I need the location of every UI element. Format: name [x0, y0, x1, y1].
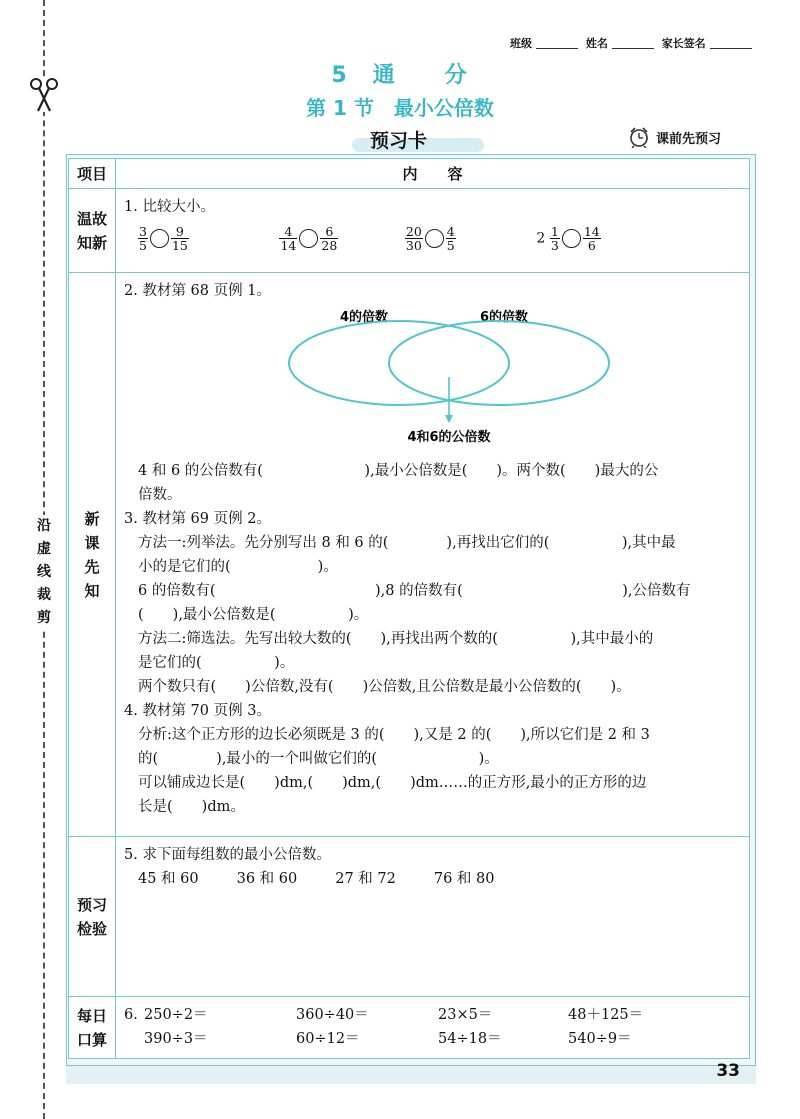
numerator: 14 — [583, 224, 600, 239]
compare-circle[interactable] — [299, 229, 318, 248]
compare-row — [124, 225, 741, 265]
q3-line: 方法一:列举法。先分别写出 8 和 6 的( ),再找出它们的( ),其中最 — [138, 535, 676, 551]
number-groups — [124, 867, 741, 891]
numerator: 6 — [320, 225, 338, 239]
mental-math-grid — [144, 1003, 708, 1051]
denominator: 5 — [446, 238, 455, 253]
q4-line: 可以铺成边长是( )dm,( )dm,( )dm……的正方形,最小的正方形的边 — [138, 775, 647, 791]
cut-char: 裁 — [37, 587, 51, 603]
review-label-text: 温故知新 — [76, 209, 107, 252]
fraction — [446, 225, 456, 252]
cut-char: 虚 — [37, 541, 51, 557]
q4-line: 的( ),最小的一个叫做它们的( )。 — [138, 751, 499, 767]
fraction — [550, 225, 560, 252]
check-row — [69, 837, 750, 997]
fraction — [583, 225, 601, 252]
review-row — [69, 189, 750, 273]
denominator: 14 — [280, 238, 297, 253]
q2-line: 4 和 6 的公倍数有( ),最小公倍数是( )。两个数( )最大的公 — [138, 463, 659, 479]
compare-pair — [536, 225, 600, 252]
student-info-fields — [510, 35, 756, 51]
question-5: 5. 求下面每组数的最小公倍数。 — [124, 847, 331, 863]
numerator: 4 — [446, 224, 455, 239]
math-problem: 250÷2＝ — [144, 1007, 208, 1023]
compare-pair — [405, 225, 456, 252]
q4-line: 长是( )dm。 — [138, 799, 245, 815]
card-title: 预习卡 — [370, 130, 428, 152]
cut-char: 沿 — [37, 518, 51, 534]
venn-right-ellipse — [389, 321, 609, 405]
numerator: 9 — [171, 225, 189, 239]
math-problem: 540÷9＝ — [568, 1031, 632, 1047]
section-title: 第 1 节 最小公倍数 — [306, 96, 494, 120]
compare-pair — [279, 225, 338, 252]
daily-row — [69, 997, 750, 1059]
numerator: 3 — [139, 224, 147, 239]
q3-line: 是它们的( )。 — [138, 655, 295, 671]
check-label-text: 预习检验 — [76, 895, 107, 938]
class-label: 班级 — [510, 37, 532, 50]
arrow-down-icon — [445, 415, 453, 423]
compare-circle[interactable] — [150, 229, 169, 248]
numerator: 20 — [405, 224, 422, 239]
math-problem: 48＋125＝ — [568, 1007, 644, 1023]
math-problem: 23×5＝ — [438, 1007, 493, 1023]
parent-signature-label: 家长签名 — [661, 37, 706, 50]
question-6-prefix: 6. — [124, 1007, 138, 1023]
q3-line: ( ),最小公倍数是( )。 — [138, 607, 369, 623]
denominator: 28 — [321, 238, 338, 253]
name-label: 姓名 — [585, 37, 608, 50]
cut-char: 线 — [37, 564, 51, 580]
compare-pair — [138, 225, 189, 252]
daily-label-text: 每日口算 — [76, 1006, 107, 1049]
new-lesson-row — [69, 273, 750, 837]
review-label — [69, 189, 116, 273]
venn-diagram — [124, 305, 724, 465]
unit-title: 5 通 分 — [331, 63, 469, 88]
fraction — [405, 225, 423, 252]
compare-circle[interactable] — [425, 229, 444, 248]
column-header-item: 项目 — [69, 159, 116, 189]
q3-line: 6 的倍数有( ),8 的倍数有( ),公倍数有 — [138, 583, 691, 599]
math-problem: 54÷18＝ — [438, 1031, 502, 1047]
column-header-content: 内 容 — [116, 159, 750, 189]
q3-line: 方法二:筛选法。先写出较大数的( ),再找出两个数的( ),其中最小的 — [138, 631, 654, 647]
question-1: 1. 比较大小。 — [124, 199, 215, 215]
venn-bottom-label: 4和6的公倍数 — [407, 430, 491, 445]
denominator: 15 — [171, 238, 188, 253]
number-group: 27 和 72 — [335, 871, 396, 887]
preview-tag-text: 课前先预习 — [656, 132, 722, 147]
daily-label — [69, 997, 116, 1059]
fraction — [171, 225, 189, 252]
page-number: 33 — [716, 1061, 740, 1081]
cut-char: 剪 — [37, 610, 51, 626]
numerator: 4 — [279, 225, 297, 239]
whole-number: 2 — [536, 230, 546, 247]
denominator: 6 — [587, 238, 596, 253]
compare-circle[interactable] — [562, 229, 581, 248]
number-group: 76 和 80 — [433, 871, 495, 887]
name-blank[interactable] — [612, 48, 654, 49]
denominator: 30 — [405, 238, 422, 253]
denominator: 3 — [550, 238, 559, 253]
fraction — [138, 225, 148, 252]
q3-line: 两个数只有( )公倍数,没有( )公倍数,且公倍数是最小公倍数的( )。 — [138, 679, 631, 695]
math-problem: 60÷12＝ — [296, 1031, 360, 1047]
q2-line: 倍数。 — [138, 487, 182, 503]
venn-right-label: 6的倍数 — [479, 310, 529, 325]
table-header-row — [69, 159, 750, 189]
preview-table — [68, 158, 750, 1059]
parent-signature-blank[interactable] — [710, 48, 752, 49]
number-group: 45 和 60 — [138, 871, 199, 887]
numerator: 1 — [550, 224, 559, 239]
class-blank[interactable] — [536, 48, 578, 49]
new-lesson-label-text: 新课先知 — [84, 509, 100, 600]
question-3: 3. 教材第 69 页例 2。 — [124, 511, 271, 527]
check-label — [69, 837, 116, 997]
fraction — [279, 225, 297, 252]
venn-left-ellipse — [289, 321, 509, 405]
new-lesson-content — [116, 273, 750, 837]
new-lesson-label — [69, 273, 116, 837]
question-4: 4. 教材第 70 页例 3。 — [124, 703, 271, 719]
question-2: 2. 教材第 68 页例 1。 — [124, 283, 271, 299]
cut-instruction — [34, 515, 54, 630]
venn-left-label: 4的倍数 — [339, 310, 389, 325]
preview-tag — [626, 128, 721, 147]
q3-line: 小的是它们的( )。 — [138, 559, 338, 575]
q4-line: 分析:这个正方形的边长必须既是 3 的( ),又是 2 的( ),所以它们是 2 和 3 — [138, 727, 650, 743]
check-content — [116, 837, 750, 997]
alarm-clock-icon — [626, 126, 652, 148]
denominator: 5 — [139, 238, 147, 253]
number-group: 36 和 60 — [236, 871, 298, 887]
page-footer-bar — [66, 1066, 756, 1084]
math-problem: 360÷40＝ — [296, 1007, 369, 1023]
fraction — [320, 225, 338, 252]
math-problem: 390÷3＝ — [144, 1031, 208, 1047]
review-content — [116, 189, 750, 273]
daily-content — [116, 997, 750, 1059]
